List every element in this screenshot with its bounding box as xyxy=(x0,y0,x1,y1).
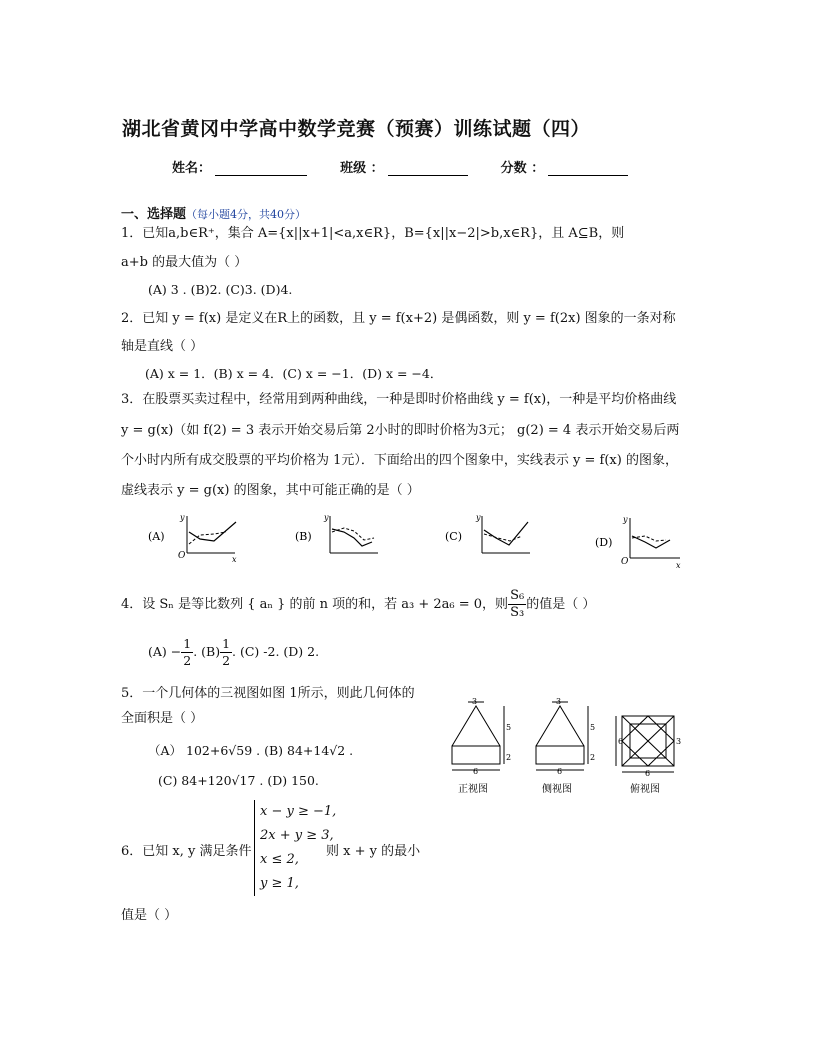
name-blank[interactable] xyxy=(215,175,307,176)
q5-line1: 5．一个几何体的三视图如图 1所示，则此几何体的 xyxy=(121,686,415,701)
svg-text:x: x xyxy=(232,555,237,564)
graph-c xyxy=(445,513,530,553)
svg-text:6: 6 xyxy=(645,769,651,778)
q3-line1: 3．在股票买卖过程中，经常用到两种曲线，一种是即时价格曲线 y = f(x)，一种是平均价格曲线 xyxy=(121,392,677,407)
svg-text:y: y xyxy=(476,513,481,522)
svg-text:2: 2 xyxy=(590,753,596,762)
front-view-label: 正视图 xyxy=(458,784,488,795)
q6-tail: 则 x + y 的最小 xyxy=(326,844,421,859)
graph-c-label: (C) xyxy=(445,530,462,543)
score-blank[interactable] xyxy=(548,175,628,176)
q2-line1: 2．已知 y = f(x) 是定义在R上的函数，且 y = f(x+2) 是偶函数，则 y = f(2x) 图象的一条对称 xyxy=(121,311,676,326)
section-label: 一、选择题 xyxy=(121,207,187,222)
svg-text:y: y xyxy=(180,513,185,522)
svg-text:6: 6 xyxy=(618,737,624,746)
q1-line2: a+b 的最大值为（ ） xyxy=(121,255,248,270)
q3-line3: 个小时内所有成交股票的平均价格为 1元）．下面给出的四个图象中，实线表示 y = f(x) 的图象， xyxy=(121,453,678,468)
svg-text:3: 3 xyxy=(676,737,682,746)
q5-three-views xyxy=(440,698,694,798)
q1-line1: 1．已知a,b∈R⁺，集合 A={x||x+1|<a,x∈R}，B={x||x−2|>b,x∈R}，且 A⊆B，则 xyxy=(121,226,625,241)
svg-text:6: 6 xyxy=(557,767,563,776)
svg-text:5: 5 xyxy=(506,723,512,732)
svg-text:y: y xyxy=(324,513,329,522)
svg-text:y: y xyxy=(623,515,628,524)
svg-text:3: 3 xyxy=(472,698,478,706)
graph-d-label: (D) xyxy=(595,536,613,549)
svg-text:3: 3 xyxy=(556,698,562,706)
q6-lead: 6．已知 x, y 满足条件 xyxy=(121,844,252,859)
class-label: 班级 ： xyxy=(340,161,384,176)
svg-text:5: 5 xyxy=(590,723,596,732)
graph-b-label: (B) xyxy=(295,530,312,543)
svg-text:O: O xyxy=(621,557,629,567)
svg-text:x: x xyxy=(676,561,681,570)
student-info xyxy=(172,157,628,176)
svg-text:2: 2 xyxy=(506,753,512,762)
q4-options: (A) − $\frac{1}{2}$ . (B) $\frac{1}{2}$ . (C) -2. (D) 2. xyxy=(148,636,320,668)
q1-options: (A) 3 . (B)2. (C)3. (D)4. xyxy=(148,282,293,297)
q2-line2: 轴是直线（ ） xyxy=(121,339,204,354)
graph-a-label: (A) xyxy=(148,530,165,543)
q4-fraction: $\frac{\text{S₆}}{\text{S₃}}$ xyxy=(510,588,525,620)
top-view-label: 俯视图 xyxy=(630,784,660,795)
graph-b xyxy=(295,513,378,553)
q5-line2: 全面积是（ ） xyxy=(121,711,204,726)
page-title: 湖北省黄冈中学高中数学竞赛（预赛）训练试题（四） xyxy=(122,118,591,140)
name-label: 姓名： xyxy=(172,161,212,176)
section-heading xyxy=(121,203,306,222)
svg-text:6: 6 xyxy=(473,767,479,776)
q3-graphs xyxy=(140,508,700,572)
class-blank[interactable] xyxy=(388,175,468,176)
graph-a xyxy=(148,513,237,564)
graph-d xyxy=(595,515,681,570)
q3-line2: y = g(x)（如 f(2) = 3 表示开始交易后第 2小时的即时价格为3元； g(2) = 4 表示开始交易后两 xyxy=(121,423,680,438)
q6-line2: 值是（ ） xyxy=(121,908,178,923)
section-note: （每小题4分，共40分） xyxy=(186,208,307,221)
svg-text:O: O xyxy=(178,551,186,561)
side-view-label: 侧视图 xyxy=(542,784,572,795)
q4-stem: 4．设 Sₙ 是等比数列 { aₙ } 的前 n 项的和，若 a₃ + 2a₆ = 0，则 $\frac{\text{S₆}}{\text{S₃}}$ 的值是（ ） xyxy=(121,588,596,620)
q2-options: (A) x = 1．(B) x = 4．(C) x = −1．(D) x = −4． xyxy=(145,366,443,381)
score-label: 分数 ： xyxy=(500,161,545,176)
q6-system: x − y ≥ −1, 2x + y ≥ 3, x ≤ 2, y ≥ 1, xyxy=(254,800,336,896)
q3-line4: 虚线表示 y = g(x) 的图象，其中可能正确的是（ ） xyxy=(121,483,420,498)
q5-options-2: (C) 84+120√17 . (D) 150. xyxy=(158,773,319,788)
q5-options-1: （A） 102+6√59 . (B) 84+14√2 . xyxy=(148,743,354,758)
